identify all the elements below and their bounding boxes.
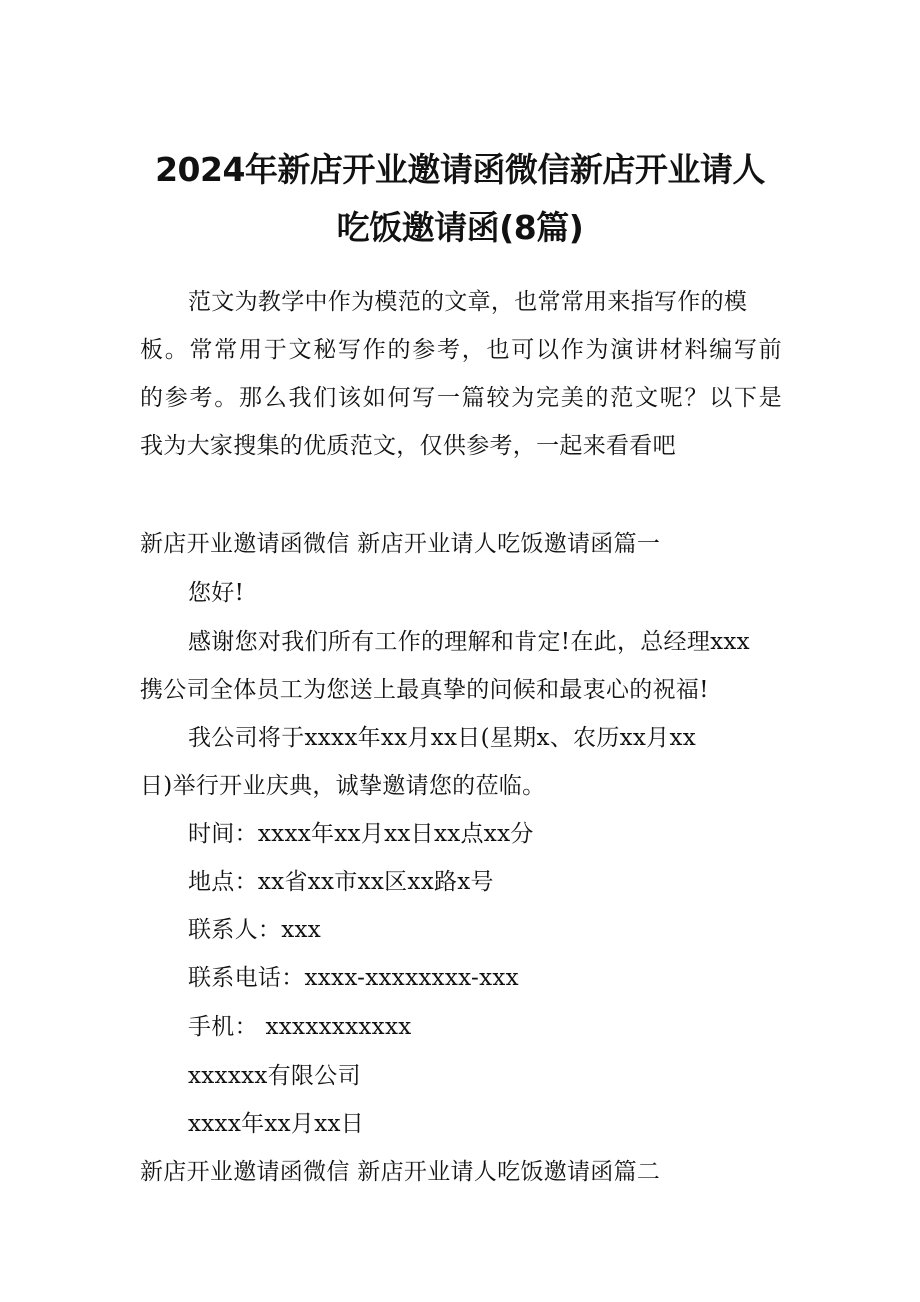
- section-1-heading: 新店开业邀请函微信 新店开业请人吃饭邀请函篇一: [140, 531, 661, 557]
- greeting: 您好!: [188, 580, 245, 606]
- place-line: 地点：xx省xx市xx区xx路x号: [188, 869, 494, 895]
- paragraph-1-line-2: 携公司全体员工为您送上最真挚的问候和最衷心的祝福!: [140, 677, 709, 703]
- paragraph-2-line-1: 我公司将于xxxx年xx月xx日(星期x、农历xx月xx: [188, 725, 696, 751]
- intro-line-3: 的参考。那么我们该如何写一篇较为完美的范文呢？以下是: [140, 385, 782, 411]
- document-title-line-2: 吃饭邀请函(8篇): [336, 208, 584, 247]
- time-line: 时间：xxxx年xx月xx日xx点xx分: [188, 821, 534, 847]
- contact-line: 联系人：xxx: [188, 917, 322, 943]
- mobile-line: 手机： xxxxxxxxxxx: [188, 1014, 412, 1040]
- paragraph-2-line-2: 日)举行开业庆典，诚挚邀请您的莅临。: [140, 773, 546, 799]
- document-title-line-1: 2024年新店开业邀请函微信新店开业请人: [155, 150, 765, 189]
- phone-line: 联系电话：xxxx-xxxxxxxx-xxx: [188, 965, 519, 991]
- date-line: xxxx年xx月xx日: [188, 1111, 365, 1137]
- paragraph-1-line-1: 感谢您对我们所有工作的理解和肯定!在此，总经理xxx: [188, 629, 750, 655]
- section-2-heading: 新店开业邀请函微信 新店开业请人吃饭邀请函篇二: [140, 1159, 661, 1185]
- company-line: xxxxxx有限公司: [188, 1063, 361, 1089]
- intro-line-2: 板。常常用于文秘写作的参考，也可以作为演讲材料编写前: [140, 337, 782, 363]
- intro-line-1: 范文为教学中作为模范的文章，也常常用来指写作的模: [188, 289, 748, 315]
- intro-line-4: 我为大家搜集的优质范文，仅供参考，一起来看看吧: [140, 433, 676, 459]
